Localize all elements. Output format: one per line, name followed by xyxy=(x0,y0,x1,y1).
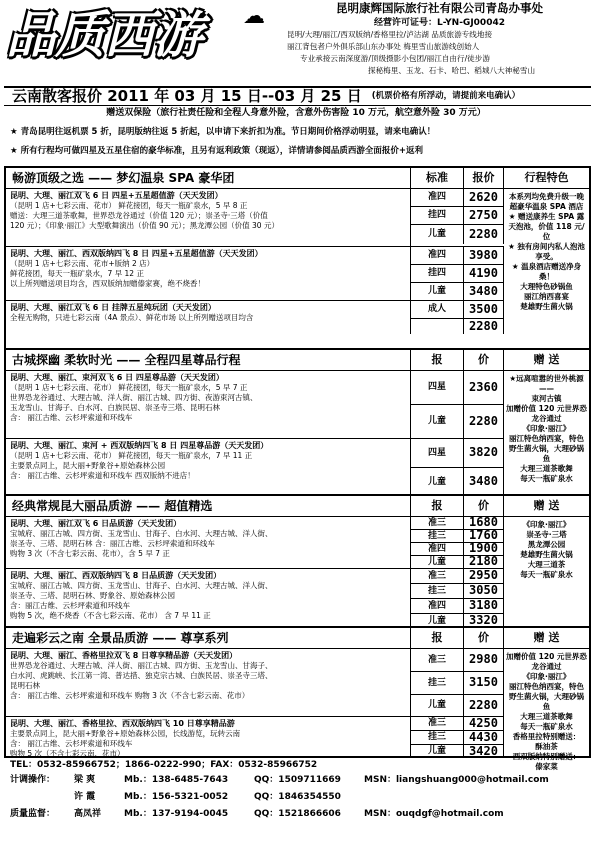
contact-msn[interactable]: MSN：liangshuang000@hotmail.com xyxy=(364,775,549,785)
price-label: 准三 xyxy=(411,716,464,730)
section-heading: 走遍彩云之南 全景品质游 —— 尊享系列 xyxy=(6,628,411,648)
tour-detail-line: （昆明 1 店+七彩云南、花市） 鲜花接团，每天一瓶矿泉水，5 早 7 正 xyxy=(10,383,248,392)
gift-line: 每天一瓶矿泉水 xyxy=(520,570,573,579)
tour-title: 昆明、大理、丽江、西双版纳四飞 8 日品质游（天天发团） xyxy=(10,571,222,580)
column-header: 标准 xyxy=(411,168,464,188)
footer xyxy=(4,760,591,840)
tour-title: 昆明、大理、丽江双飞 6 日 四星+五星超值游（天天发团） xyxy=(10,191,223,200)
price-label: 挂三 xyxy=(411,671,464,694)
column-header: 报 xyxy=(411,496,464,516)
gift-line: 大理三道茶 xyxy=(527,560,566,569)
price-label: 儿童 xyxy=(411,224,464,244)
price-label: 准四 xyxy=(411,188,464,206)
price-value: 3050 xyxy=(464,583,504,598)
tour-title: 昆明、大理、丽江、香格里拉、西双版纳四飞 10 日尊享精品游 xyxy=(10,719,235,728)
company-name: 昆明康辉国际旅行社有限公司青岛办事处 xyxy=(336,1,543,15)
section-gifts xyxy=(504,516,589,628)
gift-line: 西双版纳特别赠送： xyxy=(512,752,581,761)
header-line: 丽江背包者户外俱乐部山东办事处 梅里雪山旅游线创始人 xyxy=(287,42,480,51)
price-value: 3500 xyxy=(464,300,504,318)
contact-mb: Mb.：137-9194-0045 xyxy=(124,809,229,819)
price-value: 2280 xyxy=(464,694,504,716)
tour-detail-line: 主要景点同上，昆大丽+野象谷+原始森林公园，长线游览，玩转云南 xyxy=(10,729,241,738)
table-section xyxy=(6,494,589,626)
gift-line: 《印象·丽江》 xyxy=(522,672,571,681)
tour-title: 昆明、大理、丽江、西双版纳四飞 8 日 四星+五星超值游（天天发团） xyxy=(10,249,263,258)
contact-name: 梁 爽 xyxy=(74,775,96,785)
price-value: 2280 xyxy=(464,224,504,244)
contact-role: 质量监督： xyxy=(10,809,56,819)
price-label: 挂三 xyxy=(411,730,464,744)
tour-item xyxy=(6,370,411,438)
gift-line: 《印象·丽江》 xyxy=(522,520,571,529)
insurance-line: 赠送双保险（旅行社责任险和全程人身意外险，含意外伤害险 10 万元，航空意外险 30 万元） xyxy=(106,108,486,118)
price-value: 1900 xyxy=(464,542,504,555)
column-header: 赠 送 xyxy=(533,353,560,366)
tour-title: 昆明、大理、丽江、香格里拉双飞 8 日尊享精品游（天天发团） xyxy=(10,651,238,660)
tour-detail-line: 含： 丽江古维、云杉坪索道和环线车 xyxy=(10,739,133,748)
gift-line: 楚雄野生菌火锅 xyxy=(520,302,573,311)
license-number: 经营许可证号：L-YN-GJ00042 xyxy=(374,18,505,28)
tour-detail-line: 以上所列赠送项目均含，西双版纳加赠傣家赛，绝不烧香！ xyxy=(10,279,205,288)
tour-detail-line: 宝城府、丽江古城、四方街、玉龙雪山、甘海子、白水河、大理古城、洋人街、 xyxy=(10,581,273,590)
price-value: 2180 xyxy=(464,555,504,568)
price-value: 3150 xyxy=(464,671,504,694)
tour-item xyxy=(6,188,411,246)
header xyxy=(0,0,595,86)
tour-detail-line: 玉龙雪山、甘海子、白水河、白族民居、崇圣寺三塔、昆明石林 xyxy=(10,403,220,412)
price-value: 3980 xyxy=(464,246,504,264)
tour-item xyxy=(6,648,411,716)
cloud-ornament-icon: ☁ xyxy=(243,4,265,29)
tour-detail-line: 崇圣寺、三塔、昆明石林、野象谷、原始森林公园 xyxy=(10,591,175,600)
section-heading: 畅游顶级之选 —— 梦幻温泉 SPA 豪华团 xyxy=(6,168,411,188)
tour-title: 昆明、大理、丽江双飞 6 日 挂牌五星纯玩团（天天发团） xyxy=(10,303,216,312)
section-gifts xyxy=(504,370,589,496)
column-header: 赠 送 xyxy=(533,499,560,512)
price-label: 准四 xyxy=(411,598,464,613)
tour-detail-line: 购物 5 次，绝不烧香（不含七彩云南、花市） 含 7 早 11 正 xyxy=(10,611,211,620)
price-label: 准四 xyxy=(411,246,464,264)
tour-detail-line: （昆明 1 店+七彩云南、花市+版纳 2 店） xyxy=(10,259,155,268)
gift-line: 黑龙潭公园 xyxy=(527,540,566,549)
tour-title: 昆明、大理、丽江、束河双飞 6 日 四星尊品游（天天发团） xyxy=(10,373,224,382)
column-header: 价 xyxy=(464,496,504,516)
price-value: 3820 xyxy=(464,438,504,467)
tour-detail-line: 昆明石林 xyxy=(10,681,40,690)
price-value: 3420 xyxy=(464,744,504,758)
table-section xyxy=(6,168,589,348)
price-label: 准三 xyxy=(411,568,464,583)
column-header: 价 xyxy=(464,350,504,370)
gift-line: 丽江特色纳西宴，特色野生菌火锅，大理砂锅鱼 xyxy=(509,434,584,463)
gift-line: ★ 赠送康养生 SPA 露天泡池，价值 118 元/位 xyxy=(508,212,585,241)
gift-line: 酥油茶 xyxy=(535,742,558,751)
gift-line: 大理三道茶歌舞 xyxy=(520,712,573,721)
logo-text: 品质西游 xyxy=(6,5,202,64)
price-value: 4430 xyxy=(464,730,504,744)
price-label: 儿童 xyxy=(411,555,464,568)
column-header: 价 xyxy=(464,628,504,648)
header-line: 昆明/大理/丽江/西双版纳/香格里拉/泸沽湖 品质旅游专线地接 xyxy=(287,30,493,39)
price-label: 准四 xyxy=(411,542,464,555)
tour-detail-line: 含： 丽江古维、云杉坪索道和环线车 xyxy=(10,413,133,422)
tour-detail-line: 崇圣寺、三塔、昆明石林 含：丽江古维、云杉坪索道和环线车 xyxy=(10,539,215,548)
price-value: 3180 xyxy=(464,598,504,613)
contact-qq: QQ：1521866606 xyxy=(254,809,341,819)
price-value: 4250 xyxy=(464,716,504,730)
tour-item xyxy=(6,246,411,300)
tour-detail-line: 主要景点同上，昆大丽+野象谷+原始森林公园 xyxy=(10,461,166,470)
notice-line: ★ 青岛昆明往返机票 5 折，昆明版纳往返 5 折起，以申请下来折扣为准。节日期间价格浮动明显，请来电确认！ xyxy=(10,127,436,137)
price-value: 4190 xyxy=(464,264,504,282)
gift-line: 加赠价值 120 元世界恐龙谷通过 xyxy=(506,404,587,423)
price-value: 2280 xyxy=(464,404,504,438)
contact-qq: QQ：1509711669 xyxy=(254,775,341,785)
gift-line: ★ 独有房间内私人泡池享受。 xyxy=(508,242,585,261)
section-gifts xyxy=(504,648,589,771)
tour-item xyxy=(6,300,411,334)
gift-line: 傣家菜 xyxy=(535,762,558,771)
tour-detail-line: 鲜花接团，每天一瓶矿泉水，7 早 12 正 xyxy=(10,269,144,278)
price-value: 2750 xyxy=(464,206,504,224)
section-heading: 古城探幽 柔软时光 —— 全程四星尊品行程 xyxy=(6,350,411,370)
gift-line: 本系列均免费升级一晚超豪华温泉 SPA 酒店 xyxy=(509,192,584,211)
gift-line: 崇圣寺·三塔 xyxy=(526,530,567,539)
gift-line: 大理三道茶歌舞 xyxy=(520,464,573,473)
tour-detail-line: 赠送：大理三道茶歌舞，世界恐龙谷通过（价值 120 元）；崇圣寺·三塔（价值 xyxy=(10,211,268,220)
gift-line: ★远离喧嚣的世外桃源—— xyxy=(509,374,584,393)
column-header: 报价 xyxy=(464,168,504,188)
contact-tel: TEL：0532-85966752；1866-0222-990；FAX：0532-85966752 xyxy=(10,760,318,770)
gift-line: 丽江特色纳西宴，特色野生菌火锅，大理砂锅鱼 xyxy=(509,682,584,711)
gift-line: 《印象·丽江》 xyxy=(522,424,571,433)
column-header: 行程特色 xyxy=(524,171,569,184)
price-label: 准三 xyxy=(411,516,464,529)
gift-line: 丽江纳西喜宴 xyxy=(524,292,569,301)
gift-line: 加赠价值 120 元世界恐龙谷通过 xyxy=(506,652,587,671)
price-value: 2360 xyxy=(464,370,504,404)
tour-detail-line: 120 元）；《印象·丽江》大型歌舞演出（价值 90 元）；黑龙潭公园（价值 30 元） xyxy=(10,221,279,230)
tour-detail-line: 世界恐龙谷通过、大理古城、洋人街、丽江古城、四方街、玉龙雪山、甘海子、 xyxy=(10,661,273,670)
price-value: 2280 xyxy=(464,318,504,334)
price-value: 2980 xyxy=(464,648,504,671)
tour-item xyxy=(6,438,411,496)
price-label: 挂四 xyxy=(411,264,464,282)
tour-item xyxy=(6,568,411,628)
contact-mb: Mb.：138-6485-7643 xyxy=(124,775,229,785)
price-label: 儿童 xyxy=(411,467,464,496)
contact-msn[interactable]: MSN：ouqdgf@hotmail.com xyxy=(364,809,504,819)
price-label: 成人 xyxy=(411,300,464,318)
tour-detail-line: 购物 5 次（不含七彩云南、花市） xyxy=(10,749,125,758)
price-label: 四星 xyxy=(411,370,464,404)
notice-line: ★ 所有行程均可做四星及五星住宿的豪华标准，且另有返利政策（现返），详情请参阅品质西游全面报价+返利 xyxy=(10,146,423,156)
tour-title: 昆明、大理、丽江、束河 + 西双版纳四飞 8 日 四星尊品游（天天发团） xyxy=(10,441,269,450)
price-label: 挂四 xyxy=(411,206,464,224)
tour-detail-line: 世界恐龙谷通过、大理古城、洋人街、丽江古城、四方街、夜游束河古镇、 xyxy=(10,393,258,402)
contact-role: 计调操作： xyxy=(10,775,56,785)
gift-line: 楚雄野生菌火锅 xyxy=(520,550,573,559)
tour-title: 昆明、大理、丽江双飞 6 日品质游（天天发团） xyxy=(10,519,182,528)
contact-name: 许 霞 xyxy=(74,792,96,802)
price-value: 1760 xyxy=(464,529,504,542)
gift-line: 大理特色砂锅鱼 xyxy=(520,282,573,291)
contact-name: 高凤祥 xyxy=(74,809,102,819)
price-label: 儿童 xyxy=(411,694,464,716)
price-label: 挂三 xyxy=(411,583,464,598)
header-line: 专业承接云南深度游/顶级摄影小包团/丽江自由行/徒步游 xyxy=(300,54,490,63)
tour-detail-line: 含： 丽江古维、云杉坪索道和环线车 西双版纳不进店！ xyxy=(10,471,195,480)
section-heading: 经典常规昆大丽品质游 —— 超值精选 xyxy=(6,496,411,516)
tour-detail-line: 购物 3 次（不含七彩云南、花市），含 5 早 7 正 xyxy=(10,549,170,558)
contact-mb: Mb.：156-5321-0052 xyxy=(124,792,229,802)
price-value: 1680 xyxy=(464,516,504,529)
price-value: 2620 xyxy=(464,188,504,206)
table-section xyxy=(6,348,589,494)
gift-line: ★ 温泉酒店赠送净身桑！ xyxy=(511,262,582,281)
price-period-title: 云南散客报价 2011 年 03 月 15 日--03 月 25 日 xyxy=(12,86,362,105)
tour-detail-line: （昆明 1 店+七彩云南、花市） 鲜花接团，每天一瓶矿泉水，7 早 11 正 xyxy=(10,451,253,460)
tour-detail-line: 含：丽江古维、云杉坪索道和环线车 xyxy=(10,601,130,610)
column-header: 报 xyxy=(411,350,464,370)
contact-qq: QQ：1846354550 xyxy=(254,792,341,802)
price-note: (机票价格有所浮动，请提前来电确认） xyxy=(371,90,521,101)
price-label: 儿童 xyxy=(411,744,464,758)
tour-item xyxy=(6,716,411,758)
header-line: 探秘梅里、玉龙、石卡、哈巴、稻城八大神秘雪山 xyxy=(368,66,536,75)
price-value: 3320 xyxy=(464,613,504,628)
tour-detail-line: 白水河、虎跳峡、长江第一湾、普达措、独克宗古城、白族民居、崇圣寺三塔、 xyxy=(10,671,273,680)
tour-detail-line: 含： 丽江古维、云杉坪索道和环线车 购物 3 次（不含七彩云南、花市） xyxy=(10,691,250,700)
tour-detail-line: 宝城府、丽江古城、四方街、玉龙雪山、甘海子、白水河、大理古城、洋人街、 xyxy=(10,529,273,538)
price-label: 儿童 xyxy=(411,613,464,628)
gift-line: 香格里拉特别赠送： xyxy=(512,732,581,741)
price-label: 儿童 xyxy=(411,282,464,300)
price-label: 四星 xyxy=(411,438,464,467)
price-value: 3480 xyxy=(464,467,504,496)
column-header: 报 xyxy=(411,628,464,648)
tour-item xyxy=(6,516,411,568)
logo xyxy=(6,2,271,80)
price-label: 儿童 xyxy=(411,404,464,438)
tour-detail-line: （昆明 1 店+七彩云南、花市） 鲜花接团，每天一瓶矿泉水，5 早 8 正 xyxy=(10,201,248,210)
price-value: 2950 xyxy=(464,568,504,583)
price-value: 3480 xyxy=(464,282,504,300)
price-label: 挂三 xyxy=(411,529,464,542)
gift-line: 每天一瓶矿泉水 xyxy=(520,474,573,483)
gift-line: 束河古镇 xyxy=(531,394,562,403)
price-label xyxy=(411,318,464,334)
gift-line: 每天一瓶矿泉水 xyxy=(520,722,573,731)
price-label: 准三 xyxy=(411,648,464,671)
column-header: 赠 送 xyxy=(533,631,560,644)
tour-detail-line: 全程无购物，只进七彩云南（4A 景点）、鲜花市场 以上所列赠送项目均含 xyxy=(10,313,254,322)
page-title xyxy=(4,86,591,106)
section-gifts xyxy=(504,188,589,348)
